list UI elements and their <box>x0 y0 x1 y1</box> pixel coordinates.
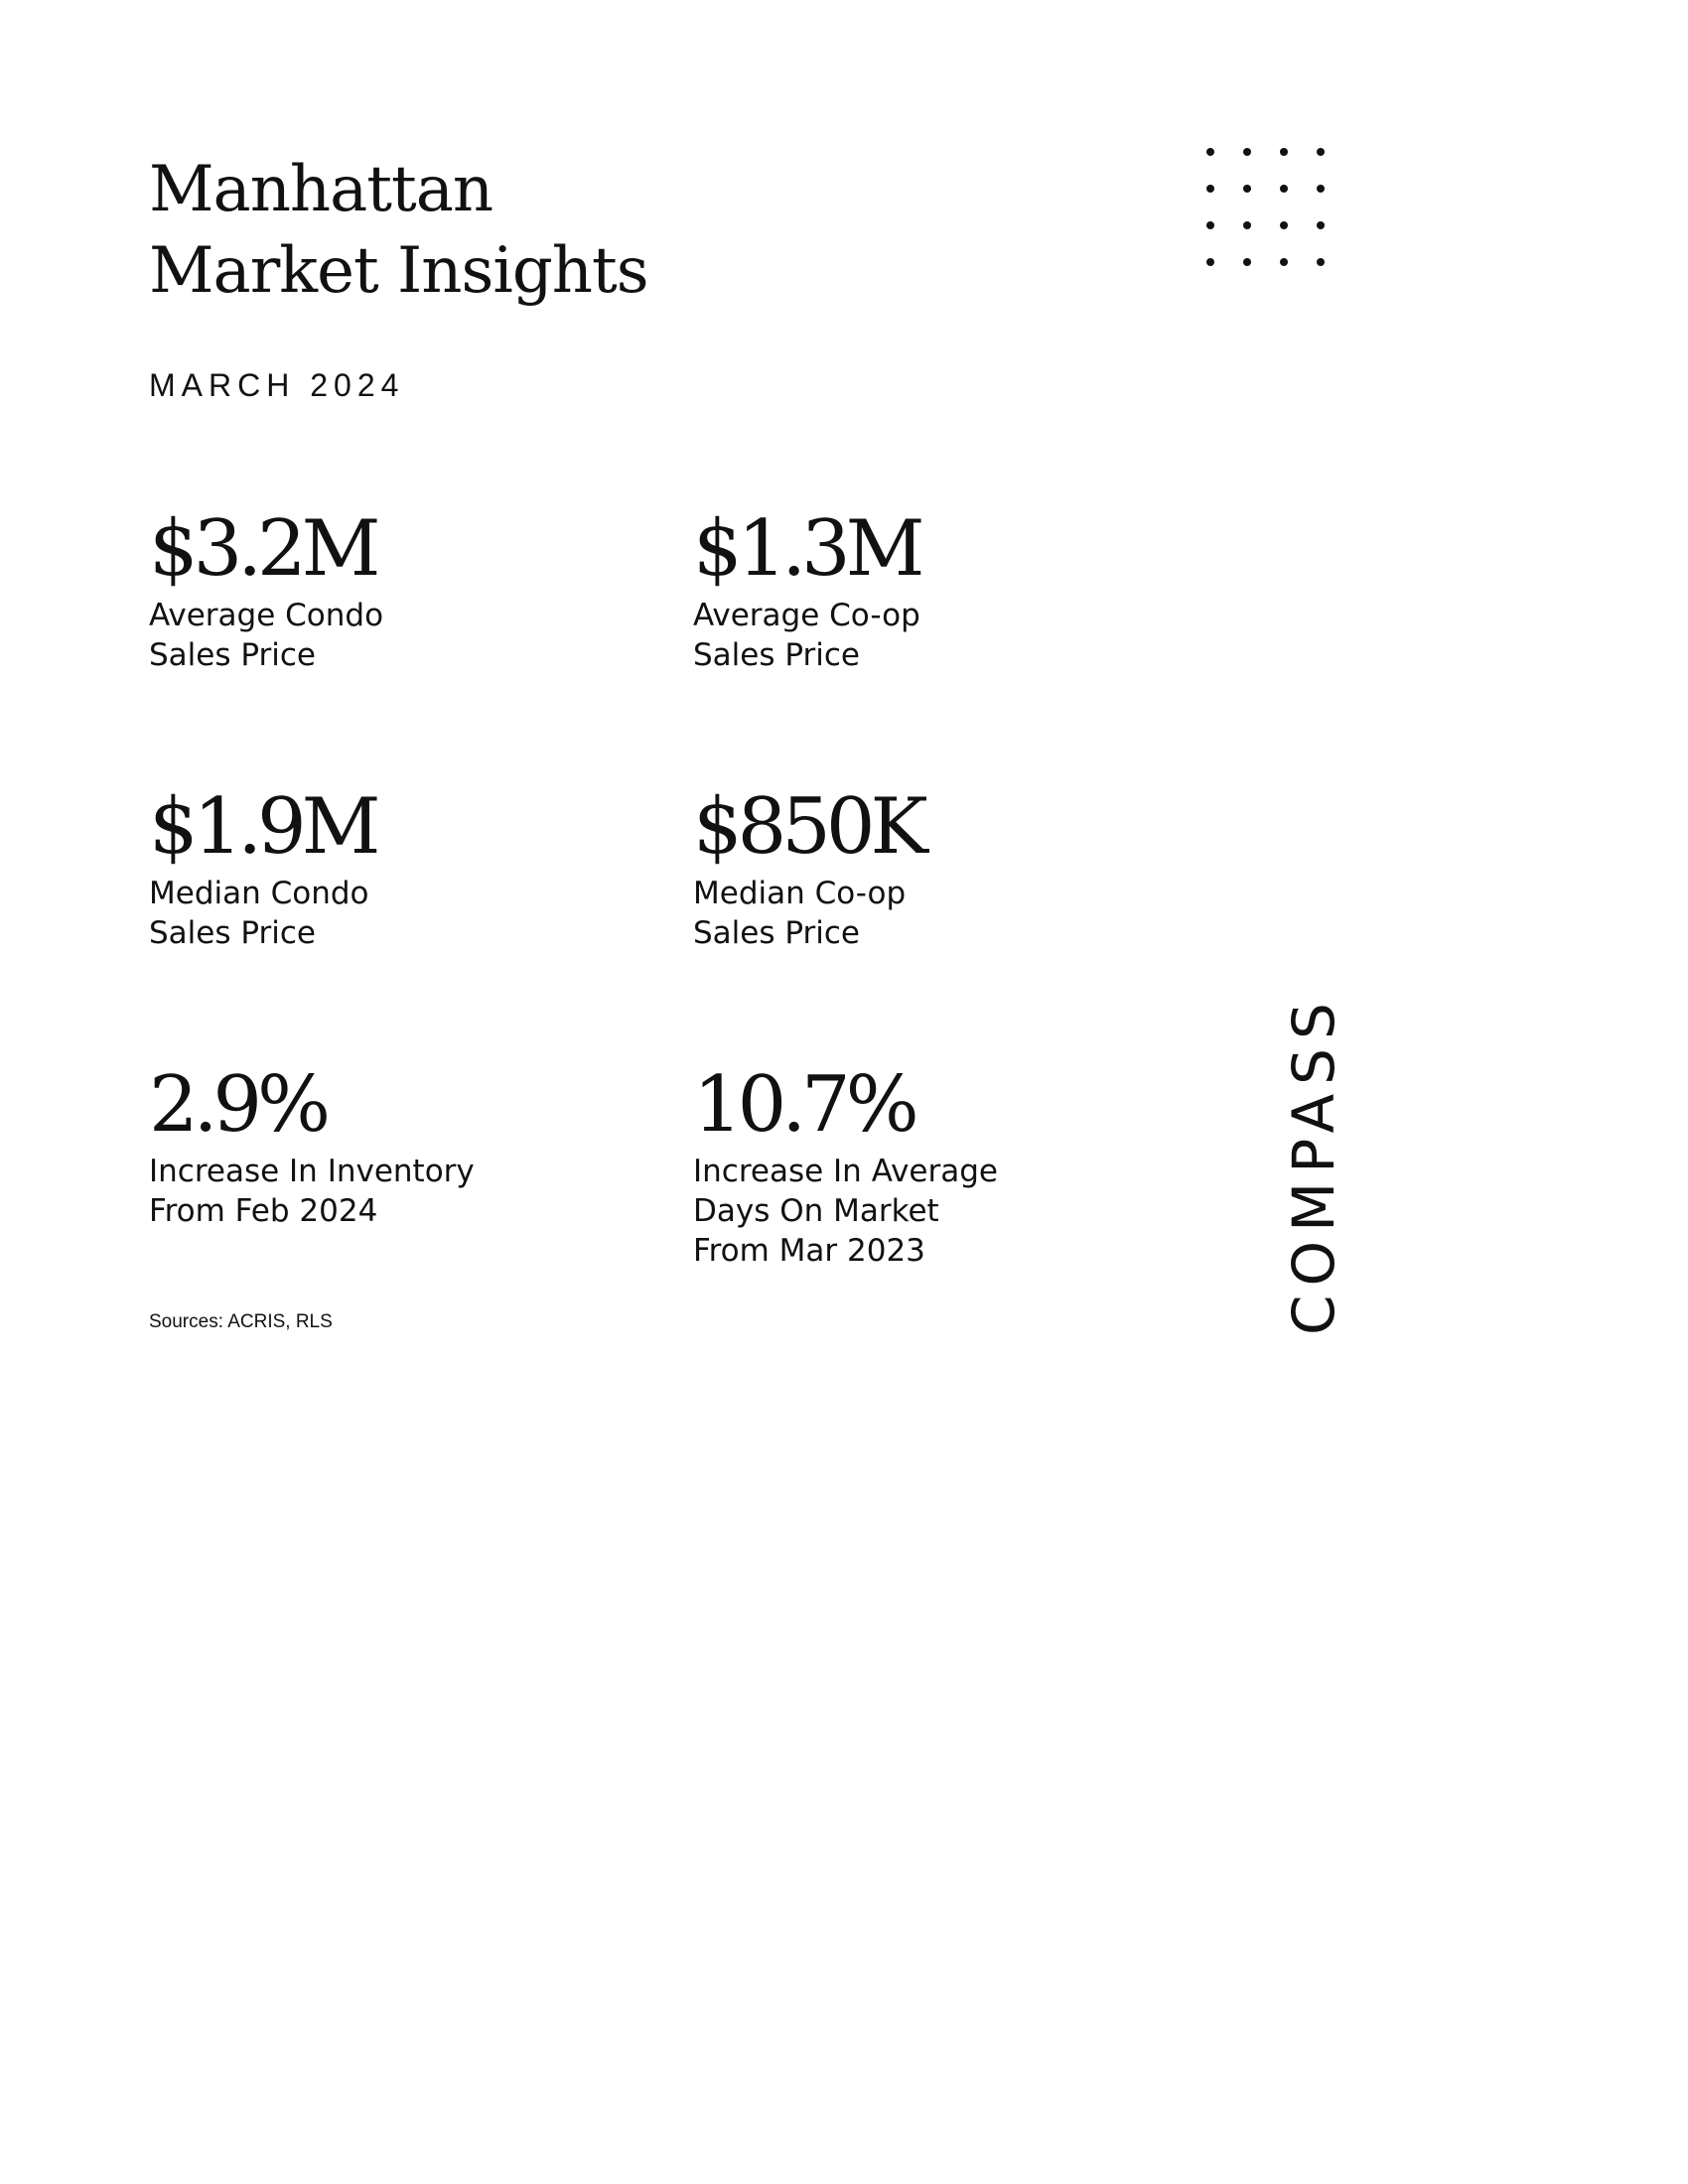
decorative-dot <box>1243 185 1251 193</box>
stat-label-line: Days On Market <box>693 1193 939 1229</box>
decorative-dot <box>1206 221 1214 229</box>
decorative-dot <box>1206 148 1214 156</box>
stat-average-coop-price <box>693 504 1190 675</box>
stat-value: 2.9% <box>149 1060 327 1150</box>
stat-label-line: From Feb 2024 <box>149 1193 378 1229</box>
decorative-dot <box>1280 185 1288 193</box>
stat-label <box>693 596 1190 675</box>
stat-label-line: Sales Price <box>149 915 316 951</box>
stat-label-line: Average Co-op <box>693 598 920 633</box>
title-line-2: Market Insights <box>149 234 648 308</box>
decorative-dot <box>1206 185 1214 193</box>
stat-label <box>149 874 645 953</box>
stat-label-line: Median Condo <box>149 876 369 911</box>
decorative-dot <box>1317 185 1325 193</box>
stat-value: $1.9M <box>149 782 376 872</box>
stat-median-condo-price <box>149 782 645 953</box>
stat-days-on-market-increase <box>693 1060 1190 1271</box>
decorative-dot <box>1317 221 1325 229</box>
decorative-dot <box>1317 258 1325 266</box>
decorative-dot <box>1280 221 1288 229</box>
stat-value: $850K <box>693 782 923 872</box>
stat-label-line: Sales Price <box>149 637 316 673</box>
decorative-dot <box>1280 258 1288 266</box>
stat-label-line: Increase In Inventory <box>149 1154 475 1189</box>
title-line-1: Manhattan <box>149 153 493 226</box>
compass-logo <box>1280 993 1349 1340</box>
stat-label-line: Average Condo <box>149 598 384 633</box>
report-date: MARCH 2024 <box>149 367 405 403</box>
stat-average-condo-price <box>149 504 645 675</box>
stat-value: $1.3M <box>693 504 920 594</box>
compass-logo-text: COMPASS <box>1280 994 1347 1335</box>
stat-label-line: From Mar 2023 <box>693 1233 925 1269</box>
decorative-dot <box>1317 148 1325 156</box>
stat-label-line: Sales Price <box>693 915 860 951</box>
stat-label <box>693 874 1190 953</box>
decorative-dot <box>1243 148 1251 156</box>
stat-label-line: Median Co-op <box>693 876 907 911</box>
decorative-dot <box>1243 221 1251 229</box>
page-title <box>149 149 648 312</box>
stat-label <box>149 596 645 675</box>
stat-label-line: Increase In Average <box>693 1154 998 1189</box>
sources-note: Sources: ACRIS, RLS <box>149 1311 333 1332</box>
stat-label-line: Sales Price <box>693 637 860 673</box>
stat-median-coop-price <box>693 782 1190 953</box>
stat-label <box>149 1152 645 1231</box>
decorative-dot <box>1206 258 1214 266</box>
stat-inventory-increase <box>149 1060 645 1231</box>
stat-value: 10.7% <box>693 1060 914 1150</box>
stat-value: $3.2M <box>149 504 376 594</box>
stat-label <box>693 1152 1190 1271</box>
decorative-dot <box>1280 148 1288 156</box>
dot-grid-icon <box>1204 146 1353 275</box>
decorative-dot <box>1243 258 1251 266</box>
